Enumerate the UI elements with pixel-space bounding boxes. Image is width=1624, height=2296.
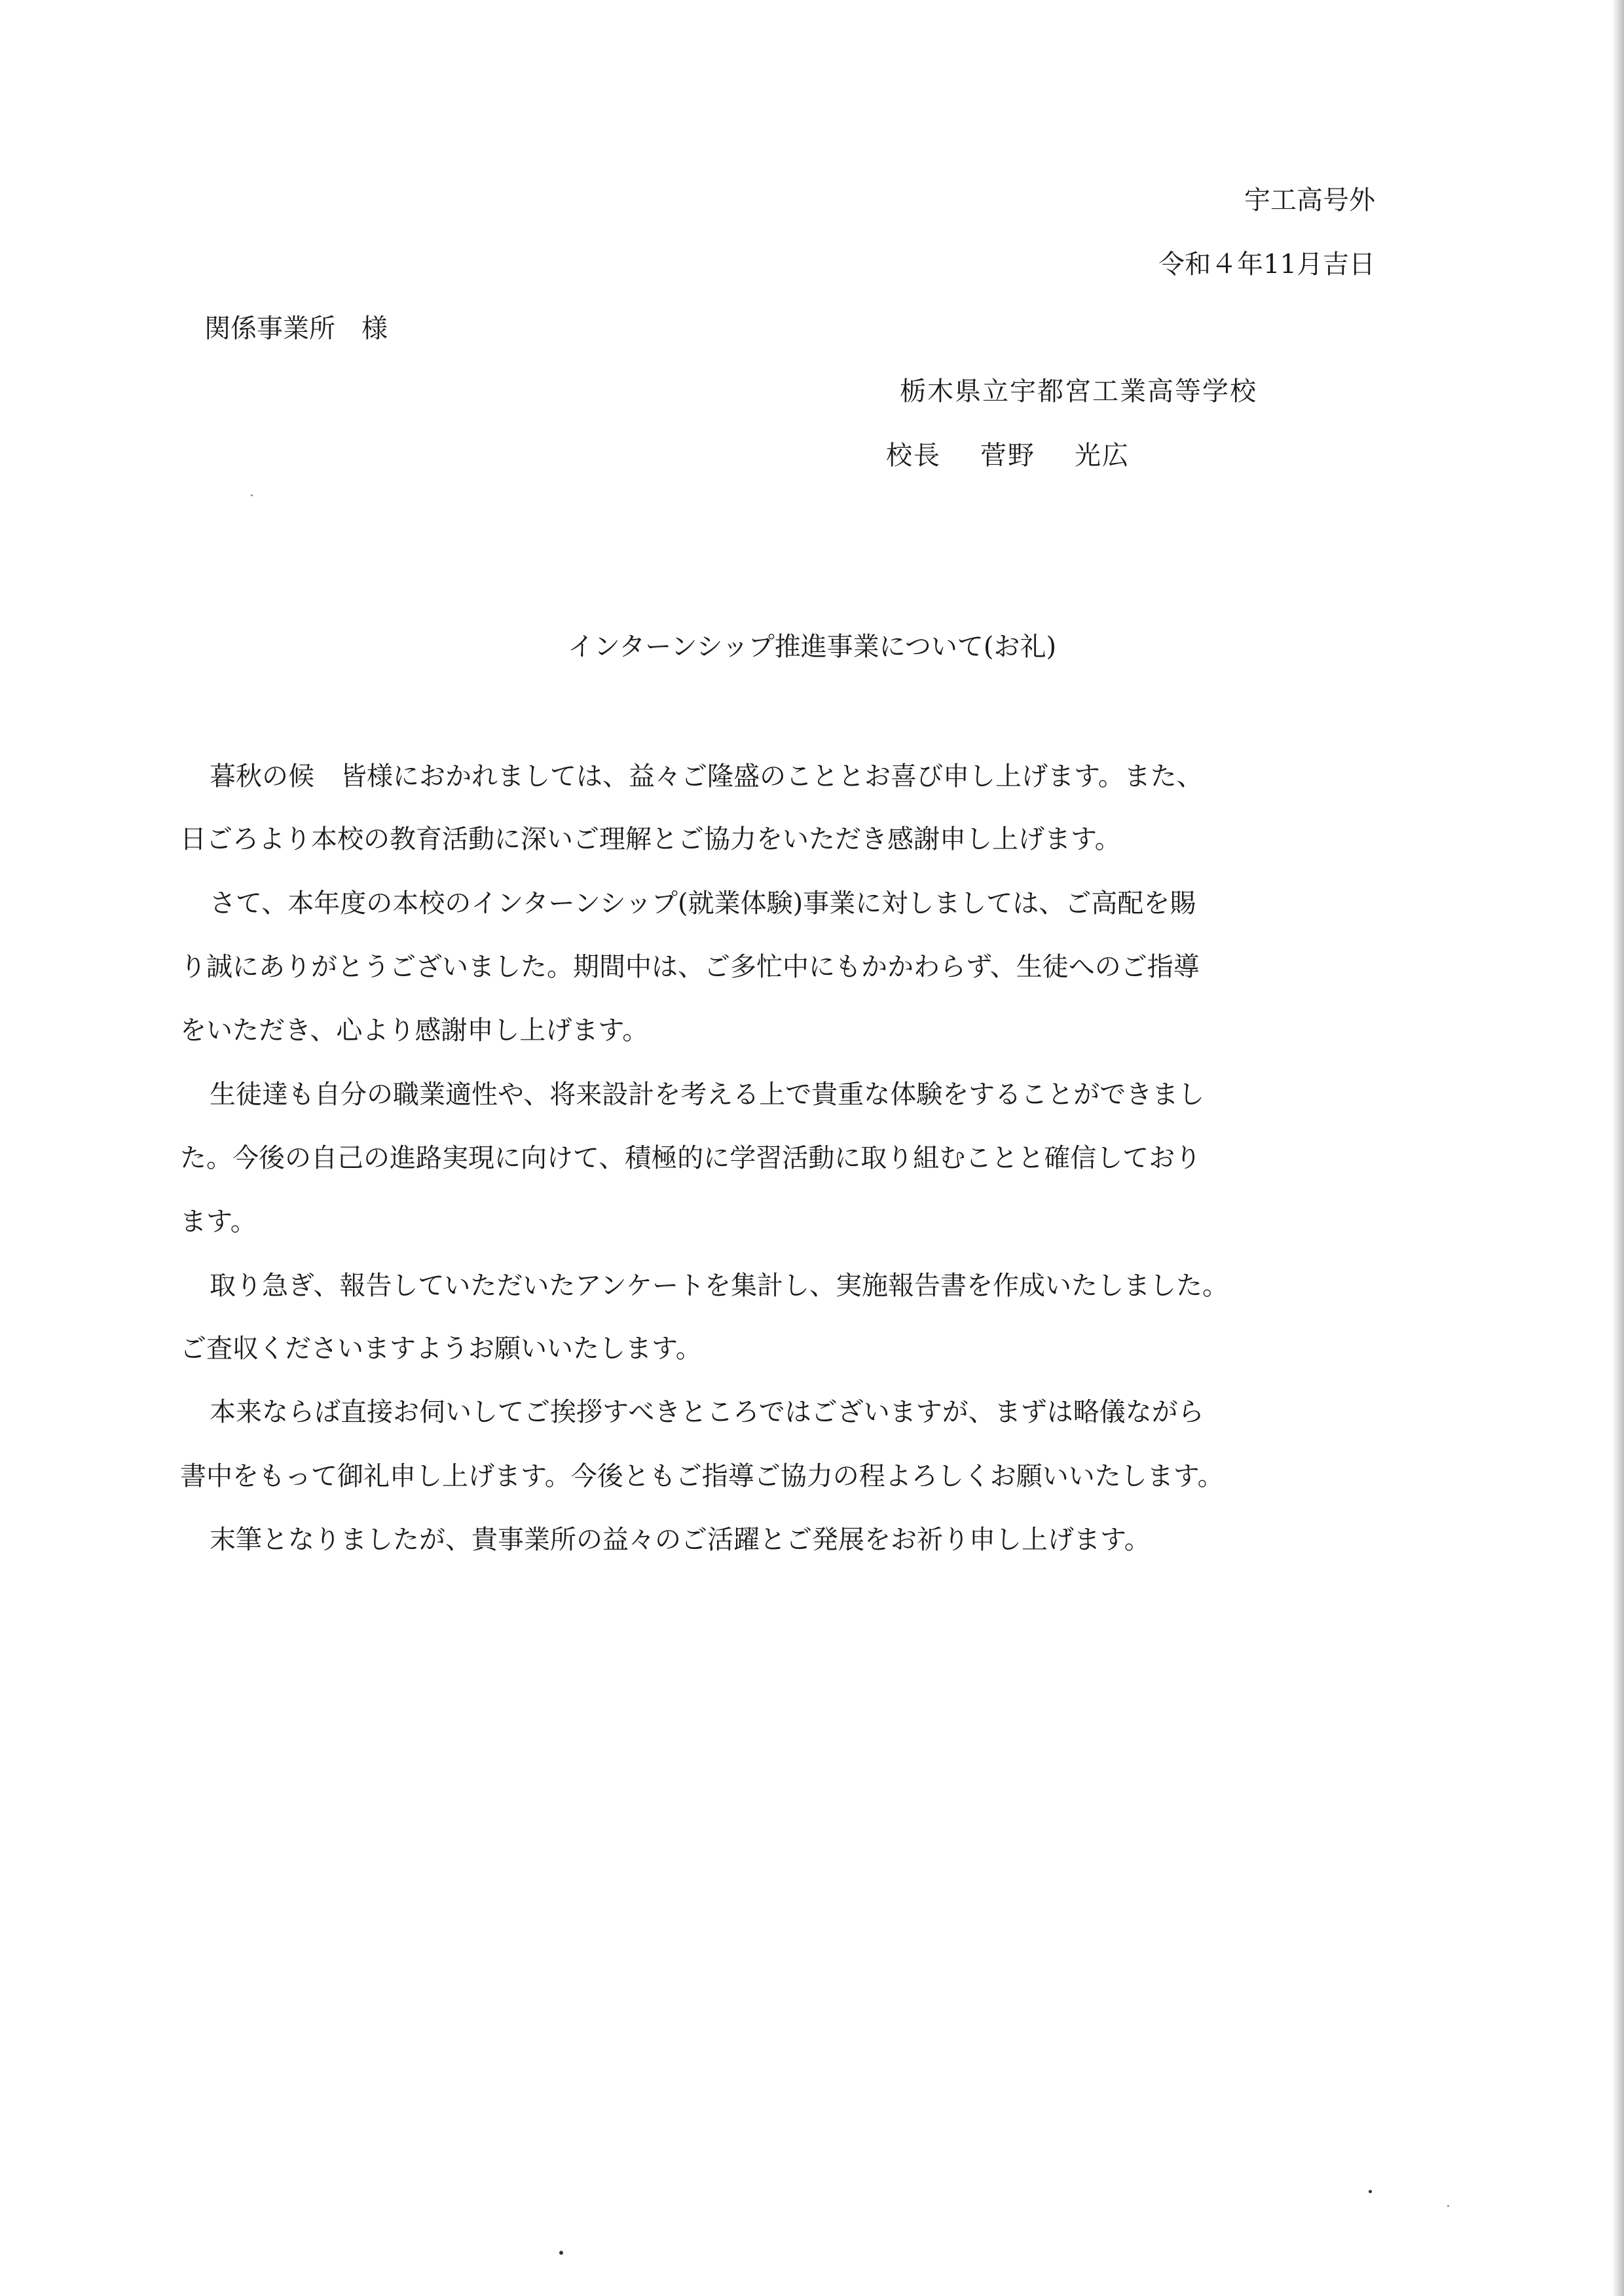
scan-edge-shadow — [1612, 0, 1624, 2296]
document-title: インターンシップ推進事業について(お礼) — [567, 632, 1057, 662]
scan-speck — [559, 2251, 563, 2255]
body-line: 書中をもって御礼申し上げます。今後ともご指導ご協力の程よろしくお願いいたします。 — [180, 1461, 1224, 1491]
body-line: り誠にありがとうございました。期間中は、ご多忙中にもかかわらず、生徒へのご指導 — [180, 952, 1200, 982]
body-line: さて、本年度の本校のインターンシップ(就業体験)事業に対しましては、ご高配を賜 — [210, 888, 1196, 919]
scan-speck — [251, 494, 253, 496]
body-line: 取り急ぎ、報告していただいたアンケートを集計し、実施報告書を作成いたしました。 — [210, 1271, 1228, 1301]
scan-speck — [1447, 2205, 1449, 2207]
body-line: 本来ならば直接お伺いしてご挨拶すべきところではございますが、まずは略儀ながら — [210, 1397, 1204, 1427]
body-line: ます。 — [180, 1207, 257, 1237]
recipient: 関係事業所 様 — [204, 314, 388, 344]
principal-title: 校長 — [886, 441, 941, 471]
sender-principal — [886, 440, 1130, 471]
principal-given-name: 光広 — [1075, 441, 1130, 471]
body-line: ご査収くださいますようお願いいたします。 — [180, 1334, 702, 1364]
document-number: 宇工高号外 — [1244, 185, 1375, 215]
body-line: た。今後の自己の進路実現に向けて、積極的に学習活動に取り組むことと確信しており — [180, 1143, 1202, 1173]
sender-school: 栃木県立宇都宮工業高等学校 — [900, 376, 1257, 407]
body-line: をいただき、心より感謝申し上げます。 — [180, 1015, 649, 1046]
body-line: 生徒達も自分の職業適性や、将来設計を考える上で貴重な体験をすることができまし — [210, 1080, 1205, 1110]
principal-surname: 菅野 — [980, 441, 1035, 471]
scan-speck — [1369, 2190, 1372, 2193]
body-line: 日ごろより本校の教育活動に深いご理解とご協力をいただき感謝申し上げます。 — [180, 824, 1121, 854]
document-date: 令和４年11月吉日 — [1158, 249, 1375, 280]
body-line: 暮秋の候 皆様におかれましては、益々ご隆盛のこととお喜び申し上げます。また、 — [210, 761, 1203, 792]
body-line: 末筆となりましたが、貴事業所の益々のご活躍とご発展をお祈り申し上げます。 — [210, 1525, 1151, 1555]
